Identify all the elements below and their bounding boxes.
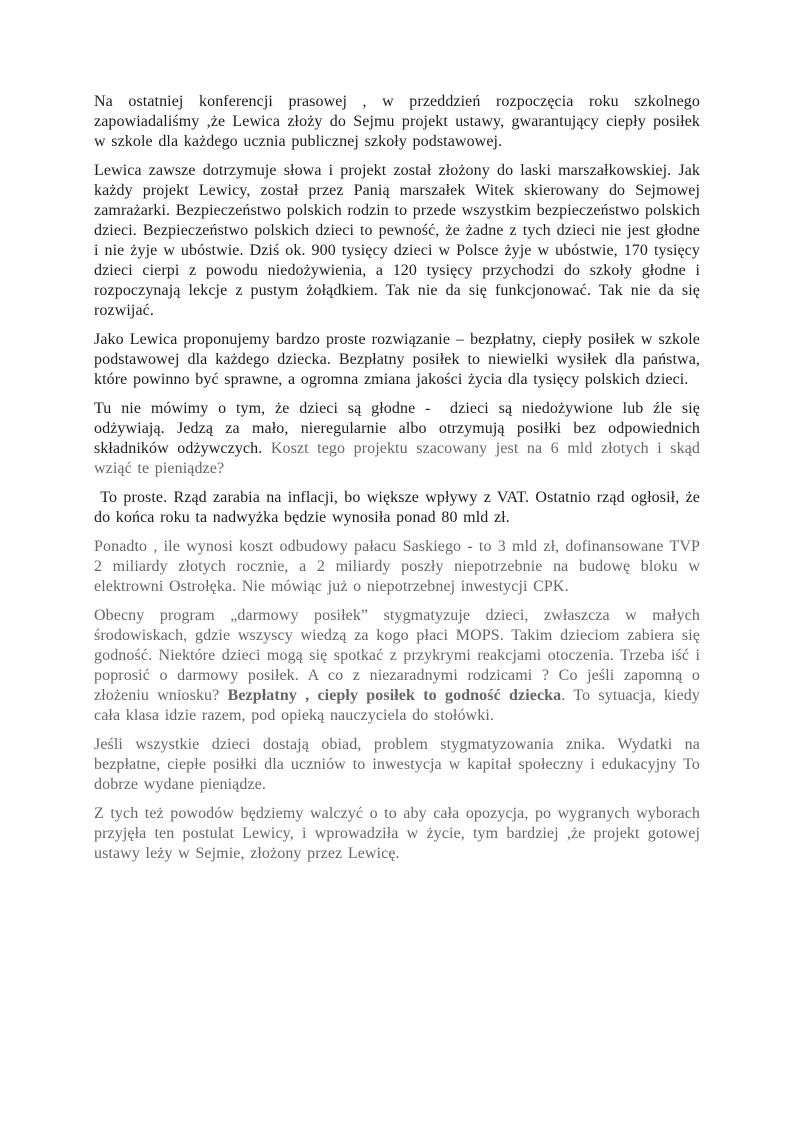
text-run: Ponadto , ile wynosi koszt odbudowy pałacu Saskiego - to 3 mld zł, dofinansowane TVP 2 miliardy złotych rocznie, a 2 miliardy poszły niepotrzebnie na budowę bloku w elektrowni Ostrołęka. Nie mówiąc już o niepotrzebnej inwestycji CPK. xyxy=(94,538,706,595)
text-run: Lewica zawsze dotrzymuje słowa i projekt został złożony do laski marszałkowskiej. Jak każdy projekt Lewicy, został przez Panią marszałek Witek skierowany do Sejmowej zamrażarki. Bezpieczeństwo polskich rodzin to przede wszystkim bezpieczeństwo polskich dzieci. Bezpieczeństwo polskich dzieci to pewność, że żadne z tych dzieci nie jest głodne i nie żyje w ubóstwie. Dziś ok. 900 tysięcy dzieci w Polsce żyje w ubóstwie, 170 tysięcy dzieci cierpi z powodu niedożywienia, a 120 tysięcy przychodzi do szkoły głodne i rozpoczynają lekcje z pustym żołądkiem. Tak nie da się funkcjonować. Tak nie da się rozwijać. xyxy=(94,162,706,319)
text-run: Jako Lewica proponujemy bardzo proste rozwiązanie – bezpłatny, ciepły posiłek w szkole podstawowej dla każdego dziecka. Bezpłatny posiłek to niewielki wysiłek dla państwa, które powinno być sprawne, a ogromna zmiana jakości życia dla tysięcy polskich dzieci. xyxy=(94,331,706,388)
paragraph xyxy=(94,330,706,390)
text-run: Jeśli wszystkie dzieci dostają obiad, problem stygmatyzowania znika. Wydatki na bezpłatne, ciepłe posiłki dla uczniów to inwestycja w kapitał społeczny i edukacyjny To dobrze wydane pieniądze. xyxy=(94,736,706,793)
text-run: Tu nie mówimy o tym, że dzieci są głodne - dzieci są niedożywione lub źle się odżywiają. Jedzą za mało, nieregularnie albo otrzymują posiłki bez odpowiednich składników odżywczych. xyxy=(94,400,706,457)
text-run: Z tych też powodów będziemy walczyć o to aby cała opozycja, po wygranych wyborach przyjęła ten postulat Lewicy, i wprowadziła w życie, tym bardziej ,że projekt gotowej ustawy leży w Sejmie, złożony przez Lewicę. xyxy=(94,805,706,862)
text-run: Koszt tego projektu szacowany jest na 6 mld złotych i skąd wziąć te pieniądze? xyxy=(94,440,706,477)
document-body xyxy=(94,92,706,873)
paragraph xyxy=(94,161,706,321)
text-run: . To sytuacja, kiedy cała klasa idzie razem, pod opieką nauczyciela do stołówki. xyxy=(94,687,706,724)
paragraph xyxy=(94,488,706,528)
text-run: Na ostatniej konferencji prasowej , w przeddzień rozpoczęcia roku szkolnego zapowiadaliśmy ,że Lewica złoży do Sejmu projekt ustawy, gwarantujący ciepły posiłek w szkole dla każdego ucznia publicznej szkoły podstawowej. xyxy=(94,93,706,150)
text-run: Obecny program „darmowy posiłek” stygmatyzuje dzieci, zwłaszcza w małych środowiskach, gdzie wszyscy wiedzą za kogo płaci MOPS. Takim dzieciom zabiera się godność. Niektóre dzieci mogą się spotkać z przykrymi reakcjami otoczenia. Trzeba iść i poprosić o darmowy posiłek. A co z niezaradnymi rodzicami ? Co jeśli zapomną o złożeniu wniosku? xyxy=(94,607,706,704)
paragraph xyxy=(94,399,706,479)
paragraph xyxy=(94,735,706,795)
paragraph xyxy=(94,606,706,726)
paragraph xyxy=(94,537,706,597)
text-run: To proste. Rząd zarabia na inflacji, bo większe wpływy z VAT. Ostatnio rząd ogłosił, że do końca roku ta nadwyżka będzie wynosiła ponad 80 mld zł. xyxy=(94,489,706,526)
paragraph xyxy=(94,804,706,864)
paragraph xyxy=(94,92,706,152)
text-run: Bezpłatny , ciepły posiłek to godność dziecka xyxy=(227,687,562,704)
